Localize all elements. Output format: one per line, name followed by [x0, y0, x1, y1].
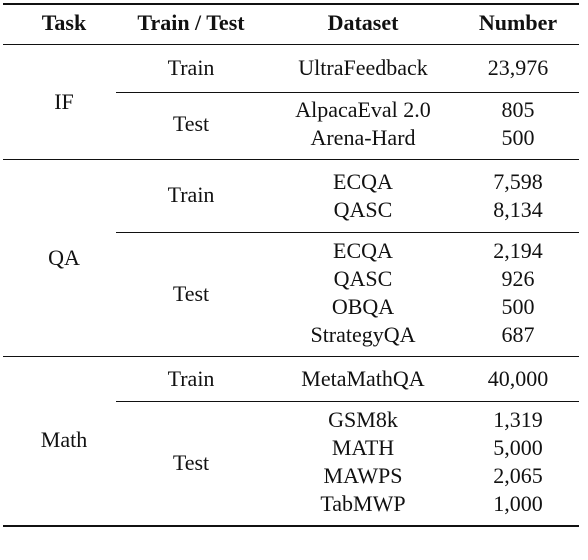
dataset-number: 687 — [501, 322, 535, 347]
dataset-name: QASC — [333, 266, 393, 291]
task-if: IF — [54, 89, 74, 114]
dataset-number: 2,194 — [493, 238, 543, 263]
math-split-rule — [116, 401, 579, 402]
math-test-datasets — [266, 406, 460, 518]
math-train-label: Train — [167, 366, 215, 391]
qa-test-datasets — [266, 237, 460, 349]
dataset-name: MAWPS — [323, 463, 403, 488]
qa-group-rule — [3, 356, 579, 357]
qa-train-numbers — [460, 168, 576, 224]
if-train-label: Train — [167, 55, 215, 80]
qa-test-numbers — [460, 237, 576, 349]
if-split-rule — [116, 92, 579, 93]
dataset-name: StrategyQA — [310, 322, 416, 347]
dataset-number: 926 — [501, 266, 535, 291]
qa-train-datasets — [266, 168, 460, 224]
dataset-number: 5,000 — [493, 435, 543, 460]
math-test-label: Test — [172, 450, 210, 475]
if-group-rule — [3, 159, 579, 160]
dataset-name: AlpacaEval 2.0 — [295, 97, 431, 122]
dataset-name: Arena-Hard — [310, 125, 416, 150]
header-task: Task — [41, 10, 87, 35]
if-train-number: 23,976 — [487, 55, 549, 80]
dataset-number: 1,000 — [493, 491, 543, 516]
if-test-numbers — [460, 96, 576, 152]
dataset-name: ECQA — [333, 238, 393, 263]
bottom-rule — [3, 525, 579, 527]
header-dataset: Dataset — [327, 10, 399, 35]
task-qa: QA — [48, 245, 80, 270]
qa-test-label: Test — [172, 281, 210, 306]
dataset-number: 500 — [501, 294, 535, 319]
if-train-dataset: UltraFeedback — [298, 55, 428, 80]
math-test-numbers — [460, 406, 576, 518]
dataset-name: OBQA — [331, 294, 395, 319]
dataset-name: GSM8k — [328, 407, 398, 432]
dataset-number: 8,134 — [493, 197, 543, 222]
if-test-label: Test — [172, 111, 210, 136]
dataset-name: ECQA — [333, 169, 393, 194]
math-train-number: 40,000 — [487, 366, 549, 391]
dataset-number: 1,319 — [493, 407, 543, 432]
qa-train-label: Train — [167, 182, 215, 207]
qa-split-rule — [116, 232, 579, 233]
header-number: Number — [478, 10, 558, 35]
dataset-number: 805 — [501, 97, 535, 122]
dataset-name: QASC — [333, 197, 393, 222]
dataset-number: 500 — [501, 125, 535, 150]
top-rule — [3, 3, 579, 5]
dataset-name: TabMWP — [320, 491, 406, 516]
if-test-datasets — [266, 96, 460, 152]
dataset-number: 2,065 — [493, 463, 543, 488]
header-split: Train / Test — [137, 10, 245, 35]
header-rule — [3, 44, 579, 45]
math-train-dataset: MetaMathQA — [301, 366, 425, 391]
task-math: Math — [40, 427, 88, 452]
dataset-number: 7,598 — [493, 169, 543, 194]
dataset-name: MATH — [331, 435, 395, 460]
